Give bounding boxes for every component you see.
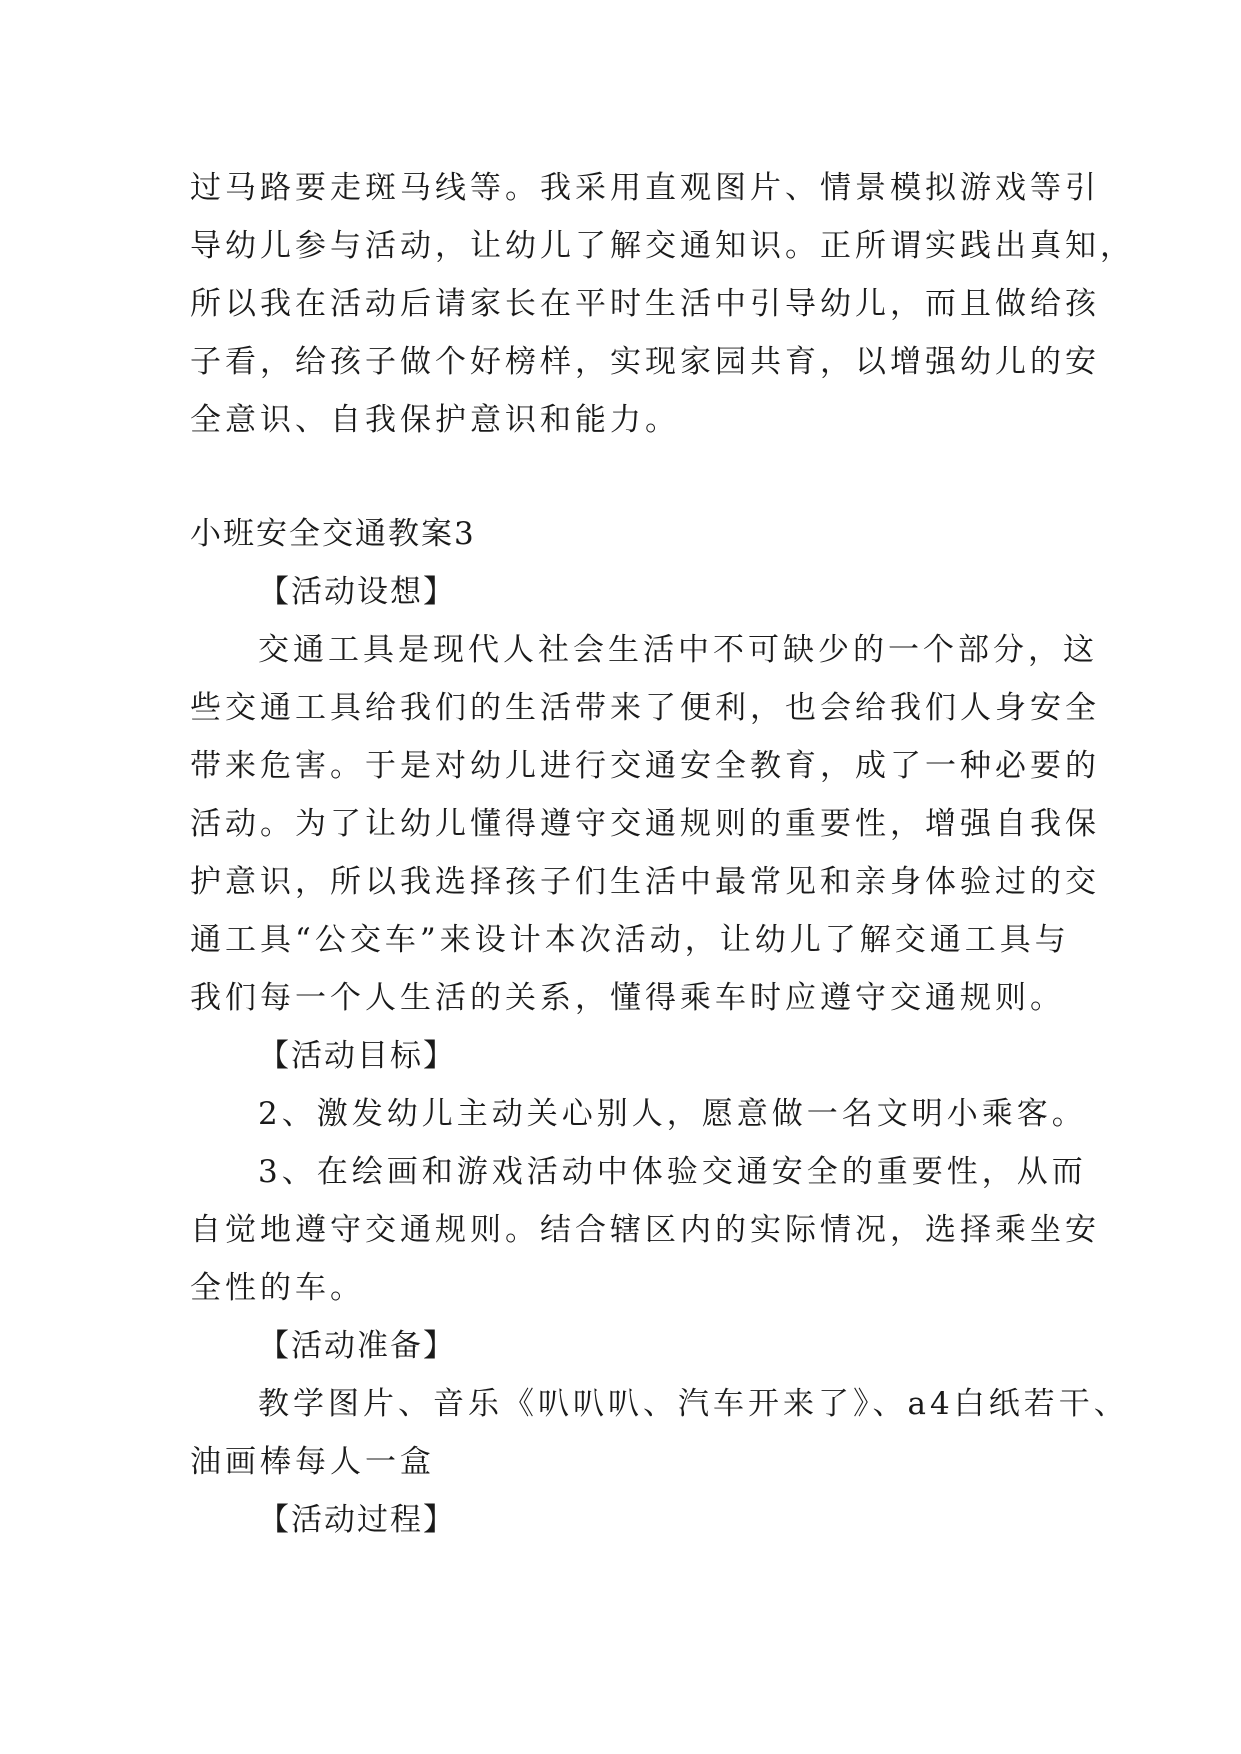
section-heading-activity-process: 【活动过程】 — [258, 1502, 456, 1538]
paragraph-line: 全性的车。 — [190, 1270, 365, 1306]
paragraph-line: 带来危害。于是对幼儿进行交通安全教育，成了一种必要的 — [190, 748, 1100, 784]
paragraph-line: 全意识、自我保护意识和能力。 — [190, 402, 680, 438]
section-title: 小班安全交通教案3 — [190, 516, 476, 552]
section-heading-activity-preparation: 【活动准备】 — [258, 1328, 456, 1364]
paragraph-line: 教学图片、音乐《叭叭叭、汽车开来了》、a4白纸若干、 — [258, 1386, 1129, 1422]
paragraph-line: 交通工具是现代人社会生活中不可缺少的一个部分，这 — [258, 632, 1098, 668]
paragraph-line: 通工具“公交车”来设计本次活动，让幼儿了解交通工具与 — [190, 922, 1070, 958]
paragraph-line: 油画棒每人一盒 — [190, 1444, 435, 1480]
paragraph-line: 2、激发幼儿主动关心别人，愿意做一名文明小乘客。 — [258, 1096, 1087, 1132]
section-heading-activity-goals: 【活动目标】 — [258, 1038, 456, 1074]
paragraph-line: 过马路要走斑马线等。我采用直观图片、情景模拟游戏等引 — [190, 170, 1100, 206]
paragraph-line: 活动。为了让幼儿懂得遵守交通规则的重要性，增强自我保 — [190, 806, 1100, 842]
paragraph-line: 3、在绘画和游戏活动中体验交通安全的重要性，从而 — [258, 1154, 1087, 1190]
paragraph-line: 些交通工具给我们的生活带来了便利，也会给我们人身安全 — [190, 690, 1100, 726]
paragraph-line: 所以我在活动后请家长在平时生活中引导幼儿，而且做给孩 — [190, 286, 1100, 322]
paragraph-line: 子看，给孩子做个好榜样，实现家园共育，以增强幼儿的安 — [190, 344, 1100, 380]
paragraph-line: 导幼儿参与活动，让幼儿了解交通知识。正所谓实践出真知， — [190, 228, 1135, 264]
paragraph-line: 护意识，所以我选择孩子们生活中最常见和亲身体验过的交 — [190, 864, 1100, 900]
paragraph-line: 自觉地遵守交通规则。结合辖区内的实际情况，选择乘坐安 — [190, 1212, 1100, 1248]
paragraph-line: 我们每一个人生活的关系，懂得乘车时应遵守交通规则。 — [190, 980, 1065, 1016]
section-heading-activity-idea: 【活动设想】 — [258, 574, 456, 610]
